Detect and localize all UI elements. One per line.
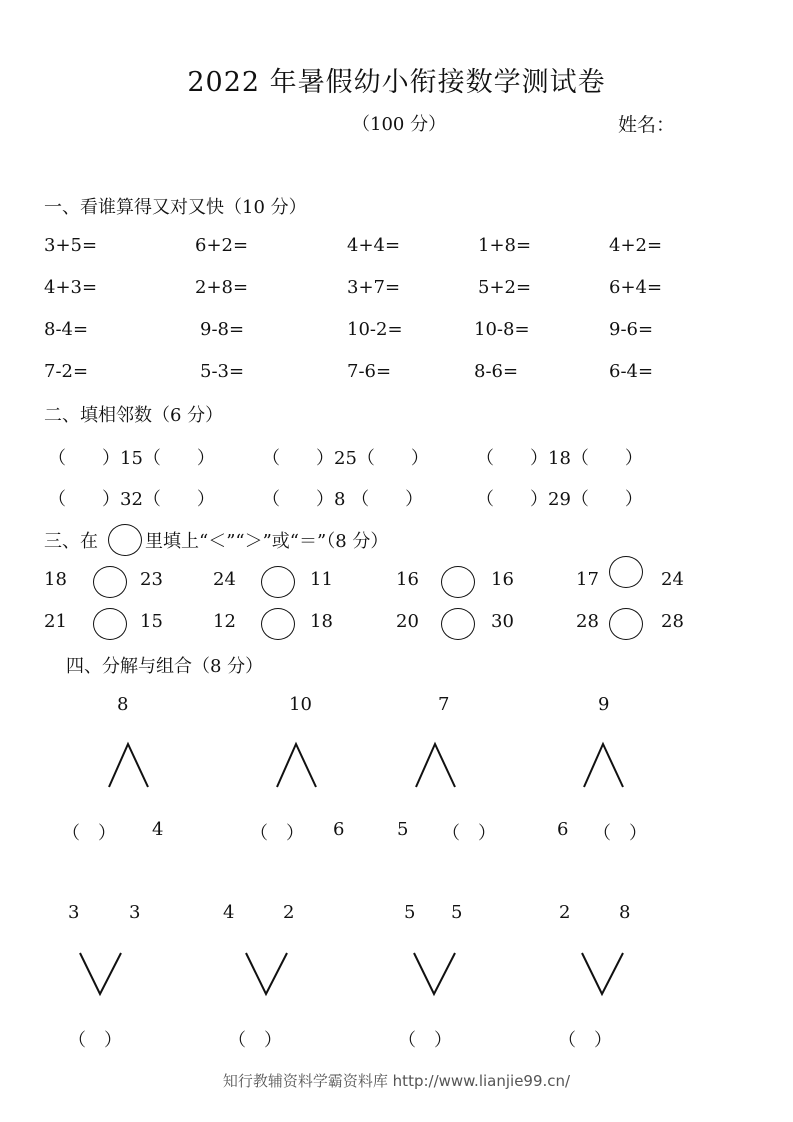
compare-circle[interactable] [441,608,475,640]
equation: 8-4= [44,319,89,340]
compare-right: 16 [491,569,514,590]
split-caret-icon [276,742,318,788]
decompose-part: 5 [397,819,409,840]
equation: 5+2= [478,277,532,298]
compare-circle[interactable] [609,608,643,640]
compare-circle[interactable] [261,566,295,598]
compare-right: 30 [491,611,514,632]
section-2-heading: 二、填相邻数（6 分） [44,405,224,426]
compose-answer: （ ） [228,1030,282,1051]
page-title: 2022 年暑假幼小衔接数学测试卷 [187,67,606,98]
merge-vee-icon [79,952,123,996]
equation: 10-8= [474,319,530,340]
compare-right: 24 [661,569,684,590]
footer-watermark: 知行教辅资料学霸资料库 http://www.lianjie99.cn/ [222,1072,571,1090]
compose-part: 5 [451,902,463,923]
decompose-total: 9 [598,694,610,715]
decompose-part: （ ） [250,823,304,844]
compare-left: 17 [576,569,599,590]
equation: 2+8= [195,277,249,298]
merge-vee-icon [413,952,457,996]
decompose-total: 10 [289,694,312,715]
compare-left: 21 [44,611,67,632]
compose-answer: （ ） [68,1030,122,1051]
compare-right: 18 [310,611,333,632]
total-score: （100 分） [352,114,447,135]
compose-part: 3 [68,902,80,923]
equation: 9-8= [200,319,245,340]
compare-left: 18 [44,569,67,590]
decompose-part: （ ） [593,823,647,844]
compare-circle[interactable] [261,608,295,640]
equation: 1+8= [478,235,532,256]
equation: 9-6= [609,319,654,340]
equation: 10-2= [347,319,403,340]
section-3-heading-a: 三、在 [44,531,98,552]
compare-left: 24 [213,569,236,590]
equation: 4+4= [347,235,401,256]
compare-left: 20 [396,611,419,632]
equation: 4+2= [609,235,663,256]
compare-right: 28 [661,611,684,632]
section-4-heading: 四、分解与组合（8 分） [66,656,264,677]
compare-right: 23 [140,569,163,590]
equation: 5-3= [200,361,245,382]
equation: 6-4= [609,361,654,382]
decompose-part: 4 [152,819,164,840]
compare-circle[interactable] [609,556,643,588]
compose-part: 4 [223,902,235,923]
neighbor-item: （ ）18（ ） [476,448,643,469]
compose-part: 2 [559,902,571,923]
equation: 7-6= [347,361,392,382]
compose-answer: （ ） [558,1030,612,1051]
decompose-total: 7 [438,694,450,715]
merge-vee-icon [581,952,625,996]
compare-circle[interactable] [93,608,127,640]
compose-answer: （ ） [398,1030,452,1051]
decompose-part: 6 [557,819,569,840]
decompose-part: （ ） [442,823,496,844]
merge-vee-icon [245,952,289,996]
equation: 8-6= [474,361,519,382]
compare-circle[interactable] [441,566,475,598]
neighbor-item: （ ）25（ ） [262,448,429,469]
compose-part: 8 [619,902,631,923]
section-1-heading: 一、看谁算得又对又快（10 分） [44,197,307,218]
neighbor-item: （ ）15（ ） [48,448,215,469]
compare-right: 11 [310,569,333,590]
equation: 3+5= [44,235,98,256]
split-caret-icon [583,742,625,788]
compose-part: 3 [129,902,141,923]
neighbor-item: （ ）29（ ） [476,489,643,510]
neighbor-item: （ ）8 （ ） [262,489,424,510]
compose-part: 5 [404,902,416,923]
heading-circle-icon [108,524,142,556]
decompose-part: 6 [333,819,345,840]
equation: 3+7= [347,277,401,298]
compare-circle[interactable] [93,566,127,598]
section-3-heading-b: 里填上“＜”“＞”或“＝”（8 分） [145,531,389,552]
equation: 4+3= [44,277,98,298]
name-label: 姓名： [618,114,676,136]
split-caret-icon [415,742,457,788]
compose-part: 2 [283,902,295,923]
neighbor-item: （ ）32（ ） [48,489,215,510]
compare-left: 16 [396,569,419,590]
decompose-part: （ ） [62,823,116,844]
compare-right: 15 [140,611,163,632]
equation: 7-2= [44,361,89,382]
equation: 6+2= [195,235,249,256]
decompose-total: 8 [117,694,129,715]
compare-left: 28 [576,611,599,632]
equation: 6+4= [609,277,663,298]
split-caret-icon [108,742,150,788]
compare-left: 12 [213,611,236,632]
